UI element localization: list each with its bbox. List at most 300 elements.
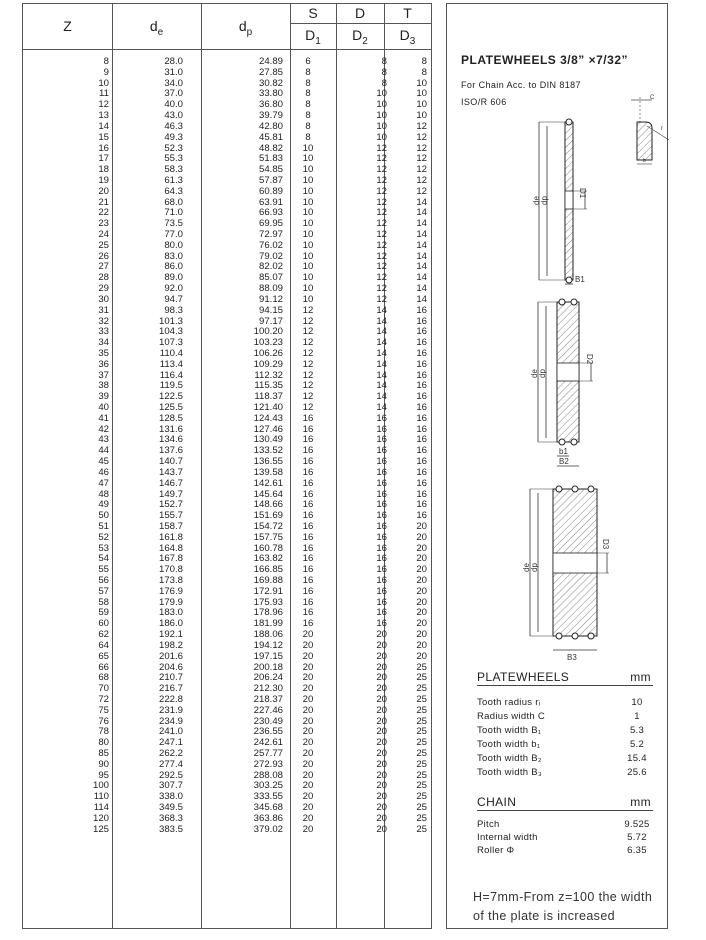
cell-de: 170.8	[158, 564, 183, 576]
cell-d2: 14	[376, 326, 387, 338]
cell-dp: 118.37	[254, 391, 283, 403]
cell-d3: 10	[416, 110, 427, 122]
cell-de: 349.5	[158, 802, 183, 814]
cell-d1: 10	[302, 153, 314, 165]
property-value: 6.35	[627, 845, 647, 856]
cell-d3: 10	[416, 88, 427, 100]
cell-de: 68.0	[164, 196, 183, 208]
cell-d2: 10	[376, 120, 387, 132]
table-row	[23, 706, 431, 717]
cell-d2: 16	[376, 477, 387, 489]
cell-d3: 8	[421, 66, 427, 78]
cell-dp: 72.97	[258, 229, 283, 240]
property-row	[477, 739, 657, 753]
cell-d1: 16	[302, 445, 314, 457]
cell-de: 52.3	[164, 142, 183, 154]
cell-d2: 12	[376, 142, 387, 154]
cell-d2: 16	[376, 564, 387, 576]
cell-de: 158.7	[158, 520, 183, 532]
cell-de: 338.0	[158, 791, 183, 803]
cell-d3: 16	[416, 466, 427, 478]
table-row	[23, 479, 431, 490]
label-dp: dp	[538, 369, 547, 378]
table-row	[23, 262, 431, 273]
cell-dp: 27.85	[258, 66, 283, 78]
cell-d2: 20	[376, 715, 387, 727]
cell-d2: 12	[376, 261, 387, 273]
cell-dp: 136.55	[253, 456, 283, 468]
cell-de: 73.5	[164, 218, 183, 230]
cell-d1: 20	[302, 791, 314, 803]
table-row	[23, 133, 431, 144]
cell-d1: 16	[302, 607, 314, 619]
cell-z: 45	[98, 456, 109, 468]
cell-z: 85	[98, 748, 109, 759]
cell-d3: 20	[416, 596, 427, 608]
cell-de: 368.3	[158, 812, 183, 824]
cell-d2: 20	[376, 704, 387, 716]
cell-dp: 91.12	[258, 293, 283, 305]
platewheel-spec-panel	[446, 3, 668, 929]
cell-d3: 12	[416, 153, 427, 165]
cell-d2: 14	[376, 358, 387, 370]
cell-d1: 16	[302, 466, 314, 478]
table-row	[23, 598, 431, 609]
cell-z: 72	[98, 693, 109, 705]
cell-de: 216.7	[158, 683, 183, 695]
cell-d2: 16	[376, 553, 387, 565]
cell-z: 54	[98, 553, 109, 565]
table-row	[23, 187, 431, 198]
cell-d3: 20	[416, 520, 427, 532]
cell-d1: 12	[302, 402, 314, 413]
table-row	[23, 544, 431, 555]
cell-d2: 8	[381, 66, 387, 78]
cell-z: 46	[98, 466, 109, 478]
cell-d2: 16	[376, 445, 387, 457]
cell-de: 101.3	[158, 315, 183, 327]
cell-d2: 14	[376, 380, 387, 392]
cell-d2: 20	[376, 693, 387, 705]
label-b: b	[643, 158, 646, 164]
table-row	[23, 500, 431, 511]
cell-z: 18	[98, 164, 109, 176]
cell-d1: 16	[302, 542, 314, 554]
cell-d2: 20	[376, 639, 387, 651]
cell-d1: 10	[302, 174, 314, 186]
cell-z: 56	[98, 575, 109, 586]
panel-title: PLATEWHEELS 3/8” ×7/32”	[461, 53, 628, 67]
table-row	[23, 338, 431, 349]
cell-d2: 12	[376, 293, 387, 305]
cell-d3: 25	[416, 672, 427, 684]
cell-dp: 345.68	[253, 802, 283, 814]
cell-d2: 20	[376, 726, 387, 738]
property-row	[477, 711, 657, 725]
cell-z: 33	[98, 326, 109, 338]
cell-dp: 230.49	[253, 715, 283, 727]
cell-z: 59	[98, 607, 109, 619]
cell-d3: 25	[416, 715, 427, 727]
cell-d1: 16	[302, 520, 314, 532]
cell-d2: 8	[381, 56, 387, 67]
cell-dp: 272.93	[253, 758, 283, 770]
cell-z: 95	[98, 769, 109, 781]
cell-d1: 10	[302, 239, 314, 251]
cell-dp: 175.93	[253, 596, 283, 608]
cell-z: 114	[93, 802, 109, 814]
cell-dp: 363.86	[253, 812, 283, 824]
cell-de: 183.0	[158, 607, 183, 619]
table-row	[23, 522, 431, 533]
cell-d1: 16	[302, 510, 314, 522]
cell-dp: 127.46	[253, 423, 283, 435]
cell-de: 46.3	[164, 120, 183, 132]
table-row	[23, 825, 431, 836]
cell-dp: 106.26	[253, 347, 283, 359]
table-row	[23, 403, 431, 414]
cell-dp: 151.69	[253, 510, 283, 522]
cell-d2: 16	[376, 488, 387, 500]
table-row	[23, 57, 431, 68]
cell-d1: 20	[302, 683, 314, 695]
cell-d1: 12	[302, 347, 314, 359]
label-b1: B1	[575, 275, 585, 284]
cell-z: 41	[98, 412, 109, 424]
cell-de: 241.0	[158, 726, 183, 738]
cell-d1: 8	[305, 66, 311, 78]
platewheels-section-heading: PLATEWHEELS mm	[477, 670, 651, 684]
cell-z: 70	[98, 683, 109, 695]
table-row	[23, 533, 431, 544]
cell-de: 134.6	[158, 434, 183, 446]
cell-d3: 20	[416, 585, 427, 597]
cell-d2: 12	[376, 153, 387, 165]
cell-z: 49	[98, 499, 109, 511]
tooth-profile-detail	[631, 95, 669, 164]
cell-d1: 12	[302, 391, 314, 403]
cell-d3: 25	[416, 758, 427, 770]
cell-d2: 16	[376, 542, 387, 554]
cell-dp: 54.85	[258, 164, 283, 176]
cell-de: 247.1	[158, 737, 183, 749]
cell-d3: 25	[416, 726, 427, 738]
cell-z: 37	[98, 369, 109, 381]
cell-d3: 25	[416, 693, 427, 705]
cell-z: 50	[98, 510, 109, 522]
cell-d1: 20	[302, 650, 314, 662]
cell-dp: 121.40	[253, 402, 283, 413]
cell-d2: 16	[376, 575, 387, 586]
cell-de: 89.0	[164, 272, 183, 284]
table-row	[23, 717, 431, 728]
cell-d3: 20	[416, 575, 427, 586]
cell-dp: 333.55	[253, 791, 283, 803]
table-row	[23, 803, 431, 814]
label-dp: dp	[540, 196, 549, 205]
width-increase-note: H=7mm-From z=100 the width of the plate is increased	[473, 890, 653, 923]
cell-dp: 97.17	[258, 315, 283, 327]
table-row	[23, 663, 431, 674]
label-b2: B2	[559, 457, 569, 466]
cell-d2: 20	[376, 672, 387, 684]
cell-d1: 20	[302, 737, 314, 749]
table-row	[23, 446, 431, 457]
cell-z: 32	[98, 315, 109, 327]
cell-z: 10	[98, 77, 109, 89]
cell-d3: 20	[416, 531, 427, 543]
cell-d2: 14	[376, 391, 387, 403]
table-row	[23, 554, 431, 565]
cell-d3: 16	[416, 423, 427, 435]
table-row	[23, 317, 431, 328]
cell-d3: 25	[416, 823, 427, 835]
cell-z: 40	[98, 402, 109, 413]
cell-d1: 20	[302, 715, 314, 727]
triple-platewheel-drawing	[522, 486, 610, 662]
cell-z: 62	[98, 629, 109, 641]
cell-d1: 16	[302, 477, 314, 489]
cell-d3: 14	[416, 196, 427, 208]
cell-d2: 16	[376, 618, 387, 630]
cell-d2: 16	[376, 412, 387, 424]
label-c: C	[650, 95, 655, 101]
cell-z: 53	[98, 542, 109, 554]
cell-d3: 14	[416, 229, 427, 240]
cell-d1: 8	[305, 88, 311, 100]
table-row	[23, 695, 431, 706]
cell-de: 234.9	[158, 715, 183, 727]
cell-de: 179.9	[158, 596, 183, 608]
cell-z: 38	[98, 380, 109, 392]
cell-de: 161.8	[158, 531, 183, 543]
cell-d3: 12	[416, 120, 427, 132]
cell-de: 116.4	[159, 369, 183, 381]
cell-d3: 25	[416, 661, 427, 673]
cell-d3: 20	[416, 650, 427, 662]
label-de: de	[530, 369, 539, 378]
cell-d1: 8	[305, 99, 311, 111]
cell-dp: 60.89	[258, 185, 283, 197]
cell-de: 204.6	[158, 661, 183, 673]
cell-z: 110	[93, 791, 109, 803]
cell-d1: 10	[302, 207, 314, 219]
cell-d2: 14	[376, 337, 387, 349]
cell-z: 9	[103, 66, 109, 78]
table-row	[23, 490, 431, 501]
cell-d3: 16	[416, 315, 427, 327]
cell-z: 100	[92, 780, 109, 792]
cell-d3: 16	[416, 434, 427, 446]
cell-dp: 57.87	[258, 174, 283, 186]
cell-d3: 8	[421, 56, 427, 67]
cell-d3: 25	[416, 748, 427, 759]
cell-z: 57	[98, 585, 109, 597]
cell-d3: 25	[416, 737, 427, 749]
table-row	[23, 122, 431, 133]
table-row	[23, 630, 431, 641]
cell-z: 24	[98, 229, 109, 240]
property-row	[477, 845, 657, 859]
cell-d1: 20	[302, 661, 314, 673]
cell-d1: 20	[302, 748, 314, 759]
cell-de: 155.7	[158, 510, 183, 522]
cell-dp: 103.23	[253, 337, 283, 349]
property-row	[477, 832, 657, 846]
chain-section-heading: CHAIN mm	[477, 795, 651, 809]
cell-d1: 16	[302, 618, 314, 630]
cell-d3: 12	[416, 131, 427, 143]
cell-de: 262.2	[158, 748, 183, 759]
cell-dp: 200.18	[253, 661, 283, 673]
cell-dp: 100.20	[253, 326, 283, 338]
cell-dp: 197.15	[253, 650, 283, 662]
cell-d2: 20	[376, 758, 387, 770]
table-row	[23, 392, 431, 403]
cell-dp: 303.25	[253, 780, 283, 792]
cell-dp: 181.99	[253, 618, 283, 630]
cell-z: 23	[98, 218, 109, 230]
cell-d3: 20	[416, 629, 427, 641]
cell-d1: 6	[305, 56, 311, 67]
property-label: Internal width	[477, 832, 538, 843]
cell-dp: 30.82	[258, 77, 283, 89]
cell-de: 137.6	[158, 445, 183, 457]
cell-d2: 16	[376, 434, 387, 446]
cell-z: 60	[98, 618, 109, 630]
cell-d1: 10	[302, 142, 314, 154]
property-label: Roller Φ	[477, 845, 515, 856]
cell-de: 222.8	[158, 693, 183, 705]
cell-d1: 20	[302, 693, 314, 705]
table-row	[23, 381, 431, 392]
cell-dp: 236.55	[253, 726, 283, 738]
cell-de: 146.7	[158, 477, 183, 489]
property-value: 15.4	[627, 753, 647, 764]
cell-z: 13	[98, 110, 109, 122]
cell-dp: 166.85	[253, 564, 283, 576]
cell-d3: 16	[416, 499, 427, 511]
cell-d3: 14	[416, 293, 427, 305]
cell-dp: 130.49	[253, 434, 283, 446]
header-d: D	[354, 5, 366, 21]
cell-d3: 14	[416, 239, 427, 251]
cell-d2: 12	[376, 272, 387, 284]
cell-d1: 8	[305, 120, 311, 132]
platewheel-drawings	[447, 4, 669, 684]
cell-d1: 20	[302, 758, 314, 770]
cell-d1: 12	[302, 304, 314, 316]
cell-d1: 20	[302, 802, 314, 814]
cell-d2: 16	[376, 531, 387, 543]
cell-dp: 145.64	[253, 488, 283, 500]
cell-d3: 16	[416, 488, 427, 500]
table-row	[23, 652, 431, 663]
cell-z: 36	[98, 358, 109, 370]
cell-d2: 10	[376, 88, 387, 100]
property-value: 10	[631, 697, 643, 708]
property-label: Tooth radius rᵢ	[477, 697, 541, 708]
table-row	[23, 349, 431, 360]
cell-d2: 12	[376, 164, 387, 176]
cell-z: 14	[98, 120, 109, 132]
cell-dp: 45.81	[258, 131, 283, 143]
cell-z: 55	[98, 564, 109, 576]
cell-z: 75	[98, 704, 109, 716]
cell-d1: 16	[302, 456, 314, 468]
property-label: Tooth width b₁	[477, 739, 541, 750]
cell-d3: 16	[416, 326, 427, 338]
table-row	[23, 219, 431, 230]
table-row	[23, 360, 431, 371]
cell-dp: 194.12	[253, 639, 283, 651]
chain-unit: mm	[630, 795, 651, 809]
cell-dp: 112.32	[254, 369, 283, 381]
cell-de: 40.0	[164, 99, 183, 111]
cell-d1: 16	[302, 585, 314, 597]
cell-z: 11	[99, 88, 109, 100]
cell-z: 31	[98, 304, 109, 316]
cell-d2: 8	[381, 77, 387, 89]
cell-de: 201.6	[158, 650, 183, 662]
cell-d3: 25	[416, 769, 427, 781]
cell-d1: 10	[302, 261, 314, 273]
cell-d2: 10	[376, 131, 387, 143]
cell-d3: 20	[416, 564, 427, 576]
cell-d1: 20	[302, 704, 314, 716]
cell-d2: 10	[376, 110, 387, 122]
cell-de: 80.0	[164, 239, 183, 251]
cell-d2: 20	[376, 780, 387, 792]
cell-d3: 16	[416, 456, 427, 468]
cell-de: 64.3	[164, 185, 183, 197]
cell-dp: 178.96	[253, 607, 283, 619]
cell-de: 86.0	[164, 261, 183, 273]
cell-d3: 12	[416, 142, 427, 154]
cell-d3: 16	[416, 347, 427, 359]
panel-standard-iso: ISO/R 606	[461, 97, 507, 107]
cell-d3: 20	[416, 542, 427, 554]
table-row	[23, 760, 431, 771]
single-platewheel-drawing	[532, 119, 587, 284]
table-row	[23, 111, 431, 122]
table-row	[23, 252, 431, 263]
cell-d1: 16	[302, 488, 314, 500]
cell-dp: 88.09	[258, 283, 283, 295]
cell-d1: 16	[302, 531, 314, 543]
cell-de: 128.5	[158, 412, 183, 424]
cell-z: 17	[98, 153, 109, 165]
cell-d2: 12	[376, 174, 387, 186]
table-row	[23, 176, 431, 187]
table-row	[23, 144, 431, 155]
cell-z: 35	[98, 347, 109, 359]
property-label: Tooth width B₁	[477, 725, 542, 736]
label-de: de	[532, 196, 541, 205]
cell-d2: 12	[376, 229, 387, 240]
cell-d1: 20	[302, 780, 314, 792]
table-row	[23, 684, 431, 695]
cell-d3: 12	[416, 164, 427, 176]
cell-de: 176.9	[158, 585, 183, 597]
cell-z: 125	[92, 823, 109, 835]
cell-d1: 16	[302, 596, 314, 608]
table-row	[23, 79, 431, 90]
cell-z: 12	[98, 99, 109, 111]
cell-d2: 16	[376, 585, 387, 597]
cell-de: 34.0	[164, 77, 183, 89]
table-row	[23, 749, 431, 760]
